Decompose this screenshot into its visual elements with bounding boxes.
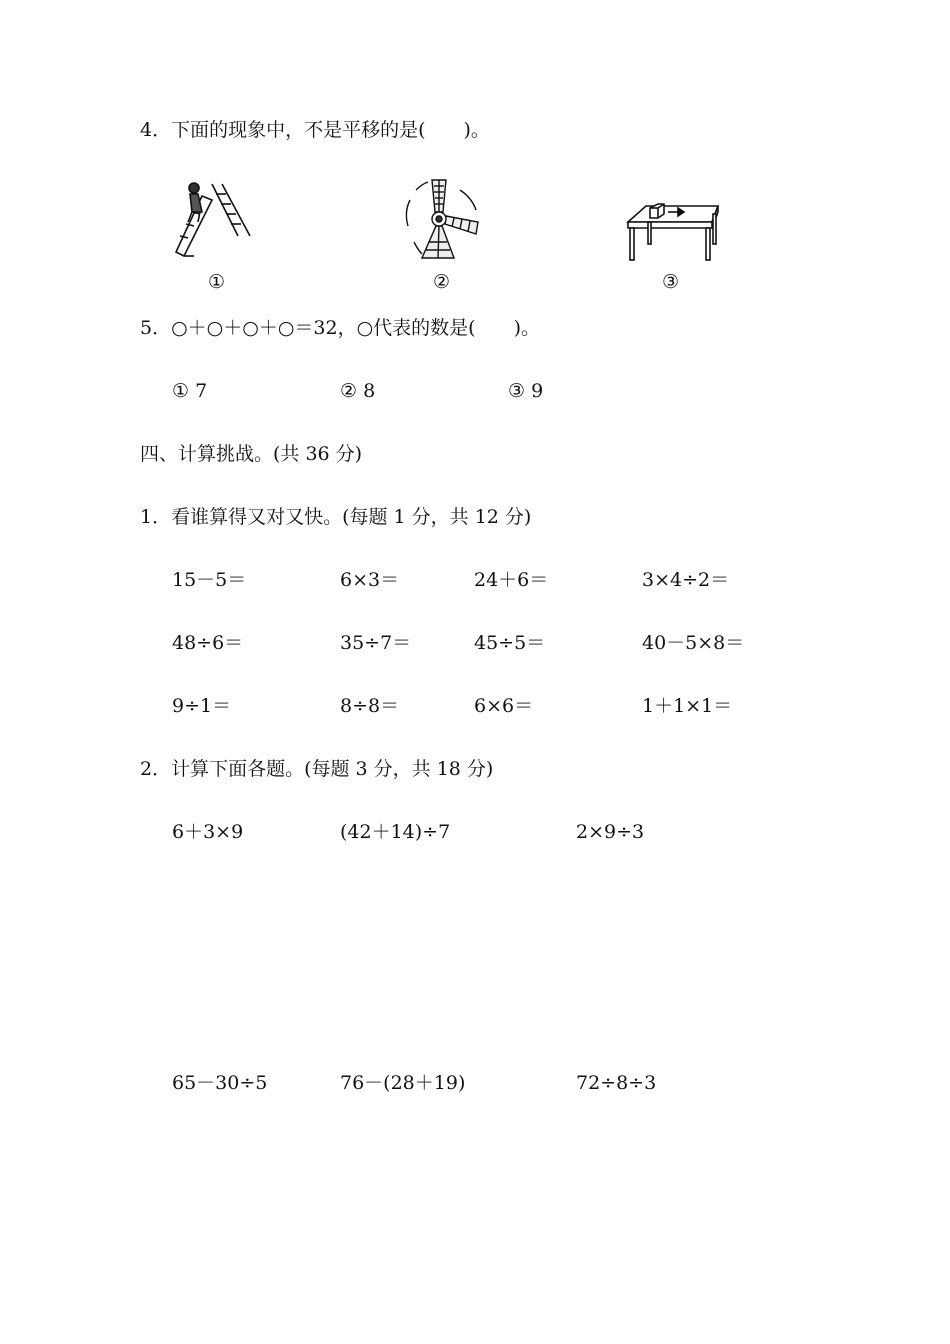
slide-icon (172, 176, 268, 262)
calc-problem: 72÷8÷3 (576, 1072, 657, 1094)
calc-problem: 6＋3×9 (172, 821, 244, 843)
oral-calc-item: 40－5×8＝ (642, 632, 745, 654)
question-4-text: 4．下面的现象中，不是平移的是( )。 (140, 119, 490, 141)
q5-option-2: ② 8 (340, 380, 376, 402)
calc-problem: 65－30÷5 (172, 1072, 268, 1094)
oral-calc-item: 6×6＝ (474, 695, 534, 717)
q5-option-1: ① 7 (172, 380, 208, 402)
calc-problem: 2×9÷3 (576, 821, 645, 843)
oral-calc-item: 35÷7＝ (340, 632, 412, 654)
oral-calc-item: 48÷6＝ (172, 632, 244, 654)
oral-calc-item: 15－5＝ (172, 569, 247, 591)
part-2-title: 2．计算下面各题。(每题 3 分，共 18 分) (140, 758, 494, 780)
q5-option-3: ③ 9 (508, 380, 544, 402)
question-5-text: 5．○＋○＋○＋○＝32，○代表的数是( )。 (140, 317, 540, 339)
part-1-title: 1．看谁算得又对又快。(每题 1 分，共 12 分) (140, 506, 532, 528)
oral-calc-item: 3×4÷2＝ (642, 569, 730, 591)
option-label-3: ③ (662, 271, 680, 293)
oral-calc-item: 8÷8＝ (340, 695, 400, 717)
option-label-1: ① (208, 271, 226, 293)
oral-calc-item: 9÷1＝ (172, 695, 232, 717)
section-4-title: 四、计算挑战。(共 36 分) (140, 443, 363, 465)
option-label-2: ② (433, 271, 451, 293)
oral-calc-item: 6×3＝ (340, 569, 400, 591)
oral-calc-item: 1＋1×1＝ (642, 695, 733, 717)
calc-problem: (42＋14)÷7 (340, 821, 451, 843)
calc-problem: 76－(28＋19) (340, 1072, 466, 1094)
table-box-icon (624, 196, 722, 266)
oral-calc-item: 24＋6＝ (474, 569, 549, 591)
oral-calc-item: 45÷5＝ (474, 632, 546, 654)
fan-icon (396, 176, 482, 262)
